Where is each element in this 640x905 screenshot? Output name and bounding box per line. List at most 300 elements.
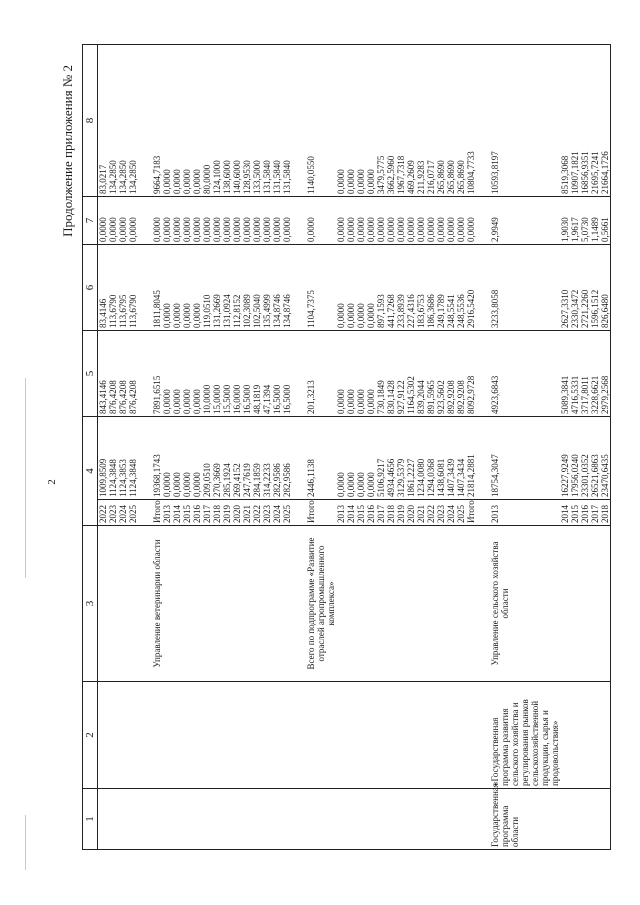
value-cell: 0,0000 — [222, 197, 232, 245]
value-cell: 923,5602 — [436, 331, 446, 417]
program-status-cell — [416, 789, 426, 850]
program-status-cell — [436, 789, 446, 850]
table-row — [386, 45, 396, 850]
value-cell: 83,4146 — [98, 245, 109, 331]
value-cell: 826,6480 — [600, 245, 611, 331]
table-row — [336, 45, 346, 850]
program-name-cell — [570, 682, 580, 789]
year-cell: 2014 — [172, 500, 182, 526]
table-row — [416, 45, 426, 850]
value-cell: 17956,0240 — [570, 417, 580, 500]
executor-cell — [456, 526, 466, 682]
value-cell: 0,0000 — [356, 197, 366, 245]
year-cell: 2017 — [202, 500, 212, 526]
executor-cell — [282, 526, 292, 682]
scan-artifact-line — [25, 815, 26, 870]
value-cell: 0,0000 — [172, 197, 182, 245]
value-cell: 16,5000 — [272, 331, 282, 417]
value-cell: 0,0000 — [212, 197, 222, 245]
program-status-cell — [406, 789, 416, 850]
value-cell: 265,8690 — [446, 45, 456, 197]
value-cell: 2446,1138 — [292, 417, 336, 500]
value-cell: 0,0000 — [396, 197, 406, 245]
program-name-cell — [376, 682, 386, 789]
program-name-cell — [386, 682, 396, 789]
table-row — [376, 45, 386, 850]
value-cell: 0,0000 — [366, 245, 376, 331]
program-name-cell — [108, 682, 118, 789]
table-row — [446, 45, 456, 850]
executor-cell — [108, 526, 118, 682]
value-cell: 248,5536 — [456, 245, 466, 331]
program-name-cell — [406, 682, 416, 789]
year-cell: 2013 — [336, 500, 346, 526]
table-row — [108, 45, 118, 850]
value-cell: 0,0000 — [232, 197, 242, 245]
value-cell: 1234,0080 — [416, 417, 426, 500]
value-cell: 1811,8045 — [138, 245, 162, 331]
table-row — [282, 45, 292, 850]
value-cell: 0,0000 — [346, 45, 356, 197]
executor-cell — [242, 526, 252, 682]
value-cell: 0,0000 — [366, 45, 376, 197]
program-name-cell — [580, 682, 590, 789]
value-cell: 48,1819 — [252, 331, 262, 417]
program-status-cell — [272, 789, 282, 850]
value-cell: 16,5000 — [242, 331, 252, 417]
value-cell: 0,0000 — [98, 197, 109, 245]
program-status-cell — [346, 789, 356, 850]
value-cell: 0,0000 — [436, 197, 446, 245]
program-name-cell — [262, 682, 272, 789]
value-cell: 15,0000 — [212, 331, 222, 417]
value-cell: 0,0000 — [446, 197, 456, 245]
executor-cell — [580, 526, 590, 682]
executor-cell — [426, 526, 436, 682]
value-cell: 0,0000 — [192, 197, 202, 245]
program-status-cell — [282, 789, 292, 850]
program-name-cell — [118, 682, 128, 789]
program-status-cell — [336, 789, 346, 850]
value-cell: 2,9949 — [476, 197, 560, 245]
executor-cell — [192, 526, 202, 682]
executor-cell — [416, 526, 426, 682]
column-header: 3 — [83, 526, 98, 682]
year-cell: 2016 — [192, 500, 202, 526]
program-name-cell — [336, 682, 346, 789]
year-cell: 2021 — [242, 500, 252, 526]
value-cell: 131,5840 — [282, 45, 292, 197]
value-cell: 26521,6863 — [590, 417, 600, 500]
program-status-cell — [446, 789, 456, 850]
year-cell: 2014 — [560, 500, 570, 526]
program-status-cell — [172, 789, 182, 850]
program-status-cell — [232, 789, 242, 850]
value-cell: 10,0000 — [202, 331, 212, 417]
table-row — [172, 45, 182, 850]
table-row — [570, 45, 580, 850]
year-cell: 2020 — [232, 500, 242, 526]
value-cell: 113,6790 — [128, 245, 138, 331]
value-cell: 83,0217 — [98, 45, 109, 197]
table-row — [436, 45, 446, 850]
value-cell: 0,0000 — [128, 197, 138, 245]
value-cell: 0,0000 — [182, 417, 192, 500]
table-row — [396, 45, 406, 850]
table-row — [426, 45, 436, 850]
value-cell: 0,0000 — [182, 45, 192, 197]
year-cell: 2016 — [366, 500, 376, 526]
program-status-cell — [98, 789, 109, 850]
program-status-cell — [386, 789, 396, 850]
value-cell: 0,0000 — [108, 197, 118, 245]
value-cell: 265,8690 — [456, 45, 466, 197]
value-cell: 0,0000 — [262, 197, 272, 245]
value-cell: 5106,9217 — [376, 417, 386, 500]
executor-cell — [466, 526, 476, 682]
value-cell: 927,9122 — [396, 331, 406, 417]
year-cell: 2025 — [456, 500, 466, 526]
value-cell: 0,0000 — [356, 245, 366, 331]
year-cell: 2014 — [346, 500, 356, 526]
value-cell: 0,0000 — [336, 45, 346, 197]
value-cell: 4934,4656 — [386, 417, 396, 500]
value-cell: 314,2233 — [262, 417, 272, 500]
program-name-cell — [600, 682, 611, 789]
value-cell: 21695,7241 — [590, 45, 600, 197]
executor-cell: Всего по подпрограмме «Развитие отраслей агропромышленного комплекса» — [292, 526, 336, 682]
value-cell: 0,0000 — [162, 197, 172, 245]
value-cell: 80,0000 — [202, 45, 212, 197]
table-body — [98, 45, 611, 850]
program-name-cell — [282, 682, 292, 789]
year-cell: 2018 — [600, 500, 611, 526]
column-header: 5 — [83, 331, 98, 417]
value-cell: 16227,9249 — [560, 417, 570, 500]
value-cell: 1438,6081 — [436, 417, 446, 500]
value-cell: 1596,1512 — [590, 245, 600, 331]
value-cell: 5,0730 — [580, 197, 590, 245]
value-cell: 1861,2227 — [406, 417, 416, 500]
program-name-cell — [98, 682, 109, 789]
value-cell: 1009,8509 — [98, 417, 109, 500]
program-name-cell — [446, 682, 456, 789]
value-cell: 0,0000 — [182, 245, 192, 331]
executor-cell: Управление ветеринарии области — [138, 526, 162, 682]
value-cell: 102,3089 — [242, 245, 252, 331]
program-status-cell — [466, 789, 476, 850]
value-cell: 1,1489 — [590, 197, 600, 245]
program-status-cell — [242, 789, 252, 850]
table-row — [406, 45, 416, 850]
value-cell: 119,0510 — [202, 245, 212, 331]
rotated-page — [60, 30, 610, 850]
value-cell: 270,3669 — [212, 417, 222, 500]
value-cell: 0,0000 — [242, 197, 252, 245]
program-name-cell — [222, 682, 232, 789]
value-cell: 0,0000 — [366, 197, 376, 245]
value-cell: 0,0000 — [386, 197, 396, 245]
value-cell: 1,9030 — [560, 197, 570, 245]
value-cell: 21814,2881 — [466, 417, 476, 500]
year-cell: 2023 — [436, 500, 446, 526]
year-cell: 2024 — [118, 500, 128, 526]
value-cell: 0,0000 — [356, 417, 366, 500]
table-row — [182, 45, 192, 850]
value-cell: 1104,7375 — [292, 245, 336, 331]
value-cell: 282,9586 — [282, 417, 292, 500]
table-row — [466, 45, 476, 850]
value-cell: 10593,8197 — [476, 45, 560, 197]
executor-cell — [172, 526, 182, 682]
value-cell: 0,0000 — [172, 331, 182, 417]
year-cell: 2016 — [580, 500, 590, 526]
executor-cell — [396, 526, 406, 682]
value-cell: 3662,5960 — [386, 45, 396, 197]
table-row — [138, 45, 162, 850]
value-cell: 892,9208 — [456, 331, 466, 417]
program-status-cell — [182, 789, 192, 850]
table-row — [292, 45, 336, 850]
value-cell: 0,0000 — [182, 331, 192, 417]
program-status-cell — [590, 789, 600, 850]
value-cell: 892,9208 — [446, 331, 456, 417]
program-status-cell — [128, 789, 138, 850]
program-status-cell — [456, 789, 466, 850]
program-name-cell — [366, 682, 376, 789]
program-status-cell — [600, 789, 611, 850]
program-name-cell — [138, 682, 162, 789]
value-cell: 0,0000 — [466, 197, 476, 245]
executor-cell — [98, 526, 109, 682]
value-cell: 0,0000 — [376, 197, 386, 245]
value-cell: 0,0000 — [162, 245, 172, 331]
table-header-row — [83, 45, 98, 850]
table-row — [346, 45, 356, 850]
program-name-cell — [172, 682, 182, 789]
program-status-cell — [366, 789, 376, 850]
value-cell: 0,0000 — [272, 197, 282, 245]
executor-cell — [570, 526, 580, 682]
year-cell: 2017 — [376, 500, 386, 526]
table-row — [212, 45, 222, 850]
value-cell: 134,8746 — [272, 245, 282, 331]
column-header: 2 — [83, 682, 98, 789]
year-cell: 2015 — [570, 500, 580, 526]
value-cell: 21664,1726 — [600, 45, 611, 197]
year-cell: 2024 — [446, 500, 456, 526]
program-name-cell — [128, 682, 138, 789]
value-cell: 269,4152 — [232, 417, 242, 500]
program-name-cell — [466, 682, 476, 789]
value-cell: 23301,0352 — [580, 417, 590, 500]
table-row — [580, 45, 590, 850]
value-cell: 0,0000 — [252, 197, 262, 245]
value-cell: 876,4208 — [108, 331, 118, 417]
value-cell: 0,0000 — [202, 197, 212, 245]
program-name-cell — [356, 682, 366, 789]
value-cell: 0,0000 — [346, 245, 356, 331]
value-cell: 102,5040 — [252, 245, 262, 331]
program-name-cell — [456, 682, 466, 789]
value-cell: 0,0000 — [346, 331, 356, 417]
program-status-cell — [108, 789, 118, 850]
table-row — [366, 45, 376, 850]
table-row — [118, 45, 128, 850]
value-cell: 183,6753 — [416, 245, 426, 331]
value-cell: 0,0000 — [192, 331, 202, 417]
value-cell: 876,4208 — [118, 331, 128, 417]
value-cell: 8092,9728 — [466, 331, 476, 417]
value-cell: 0,0000 — [162, 331, 172, 417]
executor-cell — [182, 526, 192, 682]
table-row — [202, 45, 212, 850]
column-header: 6 — [83, 245, 98, 331]
year-cell: Итого — [292, 500, 336, 526]
value-cell: 285,1924 — [222, 417, 232, 500]
program-name-cell — [292, 682, 336, 789]
scan-artifact-line — [25, 378, 26, 578]
value-cell: 134,2850 — [128, 45, 138, 197]
value-cell: 8519,3068 — [560, 45, 570, 197]
value-cell: 0,0000 — [366, 331, 376, 417]
year-cell: 2025 — [128, 500, 138, 526]
year-cell: 2021 — [416, 500, 426, 526]
value-cell: 0,0000 — [138, 197, 162, 245]
program-name-cell — [416, 682, 426, 789]
value-cell: 15,5000 — [222, 331, 232, 417]
value-cell: 134,2850 — [108, 45, 118, 197]
year-cell: 2022 — [98, 500, 109, 526]
table-row — [162, 45, 172, 850]
value-cell: 131,5840 — [262, 45, 272, 197]
year-cell: 2015 — [182, 500, 192, 526]
program-status-cell — [580, 789, 590, 850]
table-row — [98, 45, 109, 850]
value-cell: 201,3213 — [292, 331, 336, 417]
executor-cell — [162, 526, 172, 682]
value-cell: 284,1859 — [252, 417, 262, 500]
value-cell: 5089,3841 — [560, 331, 570, 417]
program-status-cell — [222, 789, 232, 850]
program-name-cell — [212, 682, 222, 789]
year-cell: 2013 — [162, 500, 172, 526]
value-cell: 441,7268 — [386, 245, 396, 331]
value-cell: 0,0000 — [192, 45, 202, 197]
value-cell: 0,5661 — [600, 197, 611, 245]
program-status-cell — [162, 789, 172, 850]
executor-cell — [436, 526, 446, 682]
value-cell: 0,0000 — [336, 331, 346, 417]
value-cell: 2627,3310 — [560, 245, 570, 331]
program-name-cell — [560, 682, 570, 789]
executor-cell — [406, 526, 416, 682]
value-cell: 830,1428 — [386, 331, 396, 417]
program-status-cell: Государственная программа области — [476, 789, 560, 850]
program-status-cell — [252, 789, 262, 850]
value-cell: 10907,1821 — [570, 45, 580, 197]
executor-cell — [346, 526, 356, 682]
executor-cell: Управление сельского хозяйства области — [476, 526, 560, 682]
value-cell: 897,1593 — [376, 245, 386, 331]
value-cell: 1407,3439 — [446, 417, 456, 500]
program-name-cell — [202, 682, 212, 789]
value-cell: 135,4999 — [262, 245, 272, 331]
program-status-cell — [192, 789, 202, 850]
value-cell: 1967,7318 — [396, 45, 406, 197]
value-cell: 0,0000 — [118, 197, 128, 245]
executor-cell — [272, 526, 282, 682]
table-row — [252, 45, 262, 850]
program-name-cell — [162, 682, 172, 789]
year-cell: Итого — [466, 500, 476, 526]
table-row — [476, 45, 560, 850]
value-cell: 1407,3434 — [456, 417, 466, 500]
program-name-cell: «Государственная программа развития сельского хозяйства и регулирования рынков сельскохозяйственной продукции, сырья и продовольствия» — [476, 682, 560, 789]
value-cell: 113,6790 — [108, 245, 118, 331]
value-cell: 186,3686 — [426, 245, 436, 331]
program-status-cell — [396, 789, 406, 850]
program-name-cell — [346, 682, 356, 789]
year-cell: 2018 — [212, 500, 222, 526]
executor-cell — [232, 526, 242, 682]
value-cell: 23470,6435 — [600, 417, 611, 500]
value-cell: 282,9586 — [272, 417, 282, 500]
value-cell: 2916,5420 — [466, 245, 476, 331]
value-cell: 16,5000 — [282, 331, 292, 417]
value-cell: 9664,7183 — [138, 45, 162, 197]
value-cell: 0,0000 — [282, 197, 292, 245]
value-cell: 4716,5331 — [570, 331, 580, 417]
program-name-cell — [252, 682, 262, 789]
value-cell: 134,8746 — [282, 245, 292, 331]
program-status-cell — [212, 789, 222, 850]
program-name-cell — [436, 682, 446, 789]
value-cell: 233,8939 — [396, 245, 406, 331]
value-cell: 131,0924 — [222, 245, 232, 331]
executor-cell — [128, 526, 138, 682]
table-row — [356, 45, 366, 850]
value-cell: 18754,3047 — [476, 417, 560, 500]
program-status-cell — [262, 789, 272, 850]
value-cell: 2330,3472 — [570, 245, 580, 331]
value-cell: 128,9530 — [242, 45, 252, 197]
table-row — [560, 45, 570, 850]
value-cell: 19368,1743 — [138, 417, 162, 500]
table-row — [600, 45, 611, 850]
executor-cell — [386, 526, 396, 682]
value-cell: 3129,5379 — [396, 417, 406, 500]
value-cell: 730,1849 — [376, 331, 386, 417]
value-cell: 7891,6515 — [138, 331, 162, 417]
column-header: 1 — [83, 789, 98, 850]
value-cell: 138,6000 — [222, 45, 232, 197]
program-status-cell — [426, 789, 436, 850]
program-name-cell — [426, 682, 436, 789]
program-name-cell — [396, 682, 406, 789]
year-cell: 2019 — [222, 500, 232, 526]
budget-table — [82, 44, 611, 850]
executor-cell — [336, 526, 346, 682]
value-cell: 216,0717 — [426, 45, 436, 197]
executor-cell — [376, 526, 386, 682]
value-cell: 112,8152 — [232, 245, 242, 331]
program-status-cell — [570, 789, 580, 850]
value-cell: 2721,2260 — [580, 245, 590, 331]
value-cell: 227,4316 — [406, 245, 416, 331]
value-cell: 211,9283 — [416, 45, 426, 197]
value-cell: 1124,3848 — [128, 417, 138, 500]
